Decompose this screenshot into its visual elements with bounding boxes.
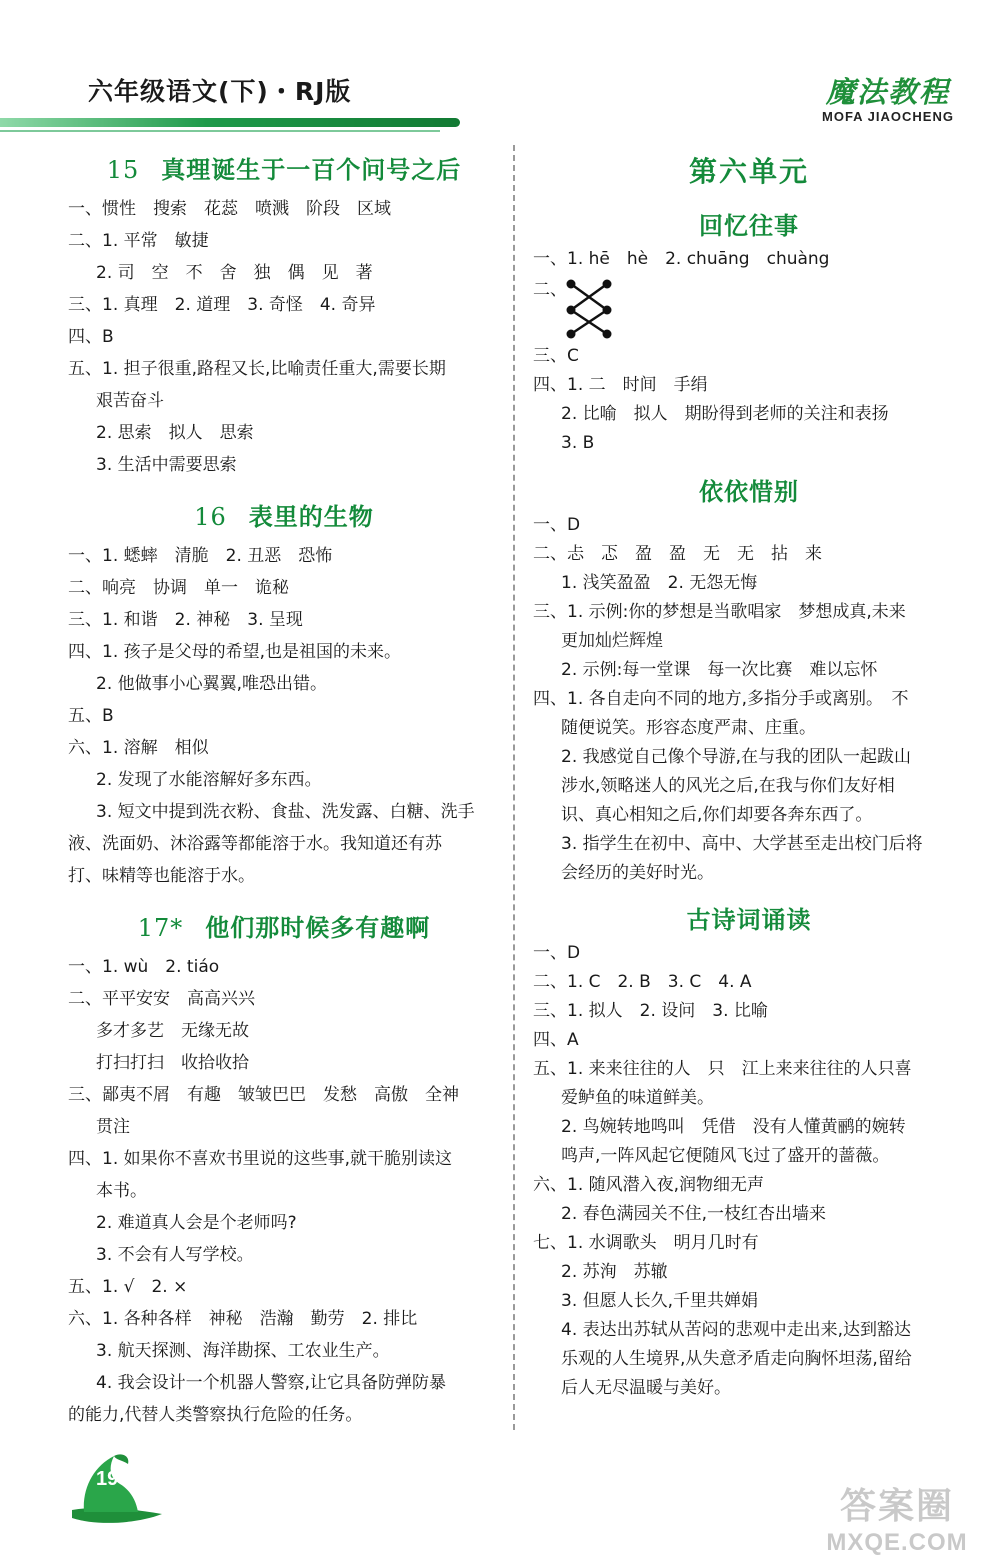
answer-line: 3. B [561,433,595,453]
watermark-logo-text: 答案圈 [839,1486,954,1527]
answer-line: 的能力,代替人类警察执行危险的任务。 [68,1405,363,1425]
answer-line: 乐观的人生境界,从失意矛盾走向胸怀坦荡,留给 [561,1349,912,1369]
lesson-number: 16 [194,503,227,531]
answer-line: 四、B [68,327,114,347]
answer-line: 会经历的美好时光。 [561,863,714,883]
answer-line: 三、C [533,346,579,366]
answer-line: 五、1. 担子很重,路程又长,比喻责任重大,需要长期 [68,359,446,379]
answer-line: 2. 思索 拟人 思索 [96,423,254,443]
lesson-title: 他们那时候多有趣啊 [205,914,431,942]
answer-line: 四、A [533,1030,579,1050]
book-title: 六年级语文(下)・RJ版 [88,77,352,106]
answer-line: 2. 比喻 拟人 期盼得到老师的关注和表扬 [561,404,889,424]
answers-16 [68,540,500,892]
lesson-number: 15 [106,156,140,184]
section-title-gushi: 古诗词诵读 [686,906,812,934]
answer-line: 4. 表达出苏轼从苦闷的悲观中走出来,达到豁达 [561,1320,912,1340]
lesson-number: 17* [137,914,184,942]
section-title-16 [68,497,500,532]
header-accent-bar [0,118,460,127]
answer-line: 识、真心相知之后,你们却要各奔东西了。 [561,805,873,825]
answer-line: 一、1. hē hè 2. chuāng chuàng [533,249,830,269]
answer-line: 二、忐 忑 盈 盈 无 无 拈 来 [533,544,822,564]
answer-line: 二、平平安安 高高兴兴 [68,989,255,1009]
answer-line: 打、味精等也能溶于水。 [68,866,255,886]
answer-line: 2. 难道真人会是个老师吗? [96,1213,297,1233]
answer-line: 二、 [533,280,567,300]
answer-line: 本书。 [96,1181,147,1201]
watermark-url: MXQE.COM [826,1529,968,1556]
section-title-15 [68,150,500,185]
page-number: 198 [96,1468,130,1490]
answer-line: 三、1. 拟人 2. 设问 3. 比喻 [533,1001,768,1021]
answer-line: 2. 鸟婉转地鸣叫 凭借 没有人懂黄鹂的婉转 [561,1117,906,1137]
answer-line: 3. 航天探测、海洋勘探、工农业生产。 [96,1341,390,1361]
answer-line: 2. 司 空 不 舍 独 偶 见 著 [96,263,373,283]
lesson-title: 表里的生物 [248,503,374,531]
brand-logo [818,70,958,124]
answer-line: 五、1. 来来往往的人 只 江上来来往往的人只喜 [533,1059,912,1079]
answer-line: 六、1. 溶解 相似 [68,738,209,758]
answer-line: 爱鲈鱼的味道鲜美。 [561,1088,714,1108]
answer-line: 2. 他做事小心翼翼,唯恐出错。 [96,674,328,694]
matching-lines-diagram [563,274,623,342]
answer-line: 四、1. 如果你不喜欢书里说的这些事,就干脆别读这 [68,1149,453,1169]
answer-line: 六、1. 各种各样 神秘 浩瀚 勤劳 2. 排比 [68,1309,418,1329]
answer-line: 一、惯性 搜索 花蕊 喷溅 阶段 区域 [68,199,391,219]
left-column [68,150,500,1431]
answer-line: 3. 生活中需要思索 [96,455,237,475]
section-title-17 [68,908,500,943]
answers-17 [68,951,500,1431]
watermark [812,1478,982,1557]
section-title-huiyi: 回忆往事 [699,212,799,240]
answer-line: 三、鄙夷不屑 有趣 皱皱巴巴 发愁 高傲 全神 [68,1085,459,1105]
answer-line: 四、1. 各自走向不同的地方,多指分手或离别。 不 [533,689,909,709]
section-title-yiyi: 依依惜别 [699,478,799,506]
right-column [533,150,965,1403]
answer-line: 一、D [533,943,581,963]
answer-line: 四、1. 孩子是父母的希望,也是祖国的未来。 [68,642,402,662]
answers-15 [68,193,500,481]
answer-line: 4. 我会设计一个机器人警察,让它具备防弹防暴 [96,1373,447,1393]
answer-line: 后人无尽温暖与美好。 [561,1378,731,1398]
answer-line: 六、1. 随风潜入夜,润物细无声 [533,1175,765,1195]
answer-line: 三、1. 和谐 2. 神秘 3. 呈现 [68,610,303,630]
brand-name-en: MOFA JIAOCHENG [822,109,954,124]
answer-line: 三、1. 真理 2. 道理 3. 奇怪 4. 奇异 [68,295,376,315]
answer-line: 液、洗面奶、沐浴露等都能溶于水。我知道还有苏 [68,834,442,854]
answer-line: 五、B [68,706,114,726]
answers-gushi [533,939,965,1403]
answers-yiyi [533,511,965,888]
answer-line: 艰苦奋斗 [96,391,164,411]
answer-line: 七、1. 水调歌头 明月几时有 [533,1233,759,1253]
answer-line: 3. 指学生在初中、高中、大学甚至走出校门后将 [561,834,923,854]
answer-line: 贯注 [96,1117,130,1137]
answer-line: 2. 我感觉自己像个导游,在与我的团队一起跋山 [561,747,912,767]
answer-line: 涉水,领略迷人的风光之后,在我与你们友好相 [561,776,895,796]
column-divider [513,145,515,1430]
answer-line: 2. 春色满园关不住,一枝红杏出墙来 [561,1204,827,1224]
answer-line: 二、1. C 2. B 3. C 4. A [533,972,752,992]
answer-line: 3. 但愿人长久,千里共婵娟 [561,1291,759,1311]
answers-huiyi [533,245,965,458]
answer-line: 更加灿烂辉煌 [561,631,663,651]
answer-line: 打扫打扫 收拾收拾 [96,1053,249,1073]
matching-answer [533,274,965,342]
answer-line: 二、1. 平常 敏捷 [68,231,209,251]
answer-line: 一、1. wù 2. tiáo [68,957,220,977]
brand-name-cn: 魔法教程 [825,75,950,109]
answer-line: 一、1. 蟋蟀 清脆 2. 丑恶 恐怖 [68,546,333,566]
answer-line: 五、1. √ 2. × [68,1277,188,1297]
answer-line: 随便说笑。形容态度严肃、庄重。 [561,718,816,738]
answer-line: 四、1. 二 时间 手绢 [533,375,708,395]
answer-line: 1. 浅笑盈盈 2. 无怨无悔 [561,573,758,593]
answer-line: 一、D [533,515,581,535]
answer-line: 2. 发现了水能溶解好多东西。 [96,770,322,790]
answer-line: 3. 不会有人写学校。 [96,1245,254,1265]
answer-line: 2. 示例:每一堂课 每一次比赛 难以忘怀 [561,660,878,680]
unit-title: 第六单元 [688,155,809,188]
lesson-title: 真理诞生于一百个问号之后 [161,156,462,184]
answer-line: 3. 短文中提到洗衣粉、食盐、洗发露、白糖、洗手 [96,802,475,822]
answer-line: 三、1. 示例:你的梦想是当歌唱家 梦想成真,未来 [533,602,906,622]
answer-line: 鸣声,一阵风起它便随风飞过了盛开的蔷薇。 [561,1146,890,1166]
answer-line: 2. 苏洵 苏辙 [561,1262,668,1282]
answer-line: 二、响亮 协调 单一 诡秘 [68,578,289,598]
answer-line: 多才多艺 无缘无故 [96,1021,249,1041]
header-underline [0,130,440,132]
